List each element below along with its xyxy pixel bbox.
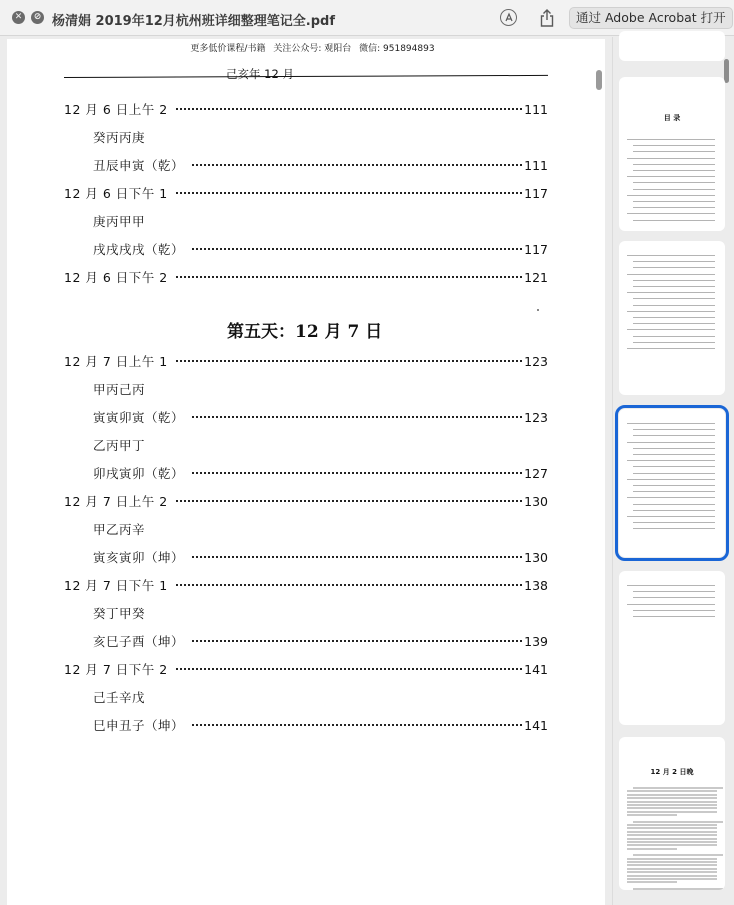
toc-leader-dots xyxy=(192,164,522,166)
page-header xyxy=(7,41,505,54)
thumbnail-line xyxy=(627,195,715,196)
thumbnail-line xyxy=(633,317,715,318)
toc-sub-entry[interactable] xyxy=(93,464,548,484)
toc-leader-dots xyxy=(192,248,522,250)
toc-entry-label: 甲丙己丙 xyxy=(93,382,146,397)
toc-entry-label: 12 月 7 日上午 2 xyxy=(64,494,168,509)
thumbnail-text-line xyxy=(627,801,717,803)
toc-page-number: 123 xyxy=(524,354,548,369)
thumbnail-line xyxy=(633,473,715,474)
thumbnail-line xyxy=(633,485,715,486)
thumbnail-text-line xyxy=(627,881,677,883)
header-item: 微信: 951894893 xyxy=(359,44,435,54)
page-thumbnail[interactable] xyxy=(619,737,725,890)
toc-page-number: 141 xyxy=(524,718,548,733)
open-with-acrobat-button[interactable]: 通过 Adobe Acrobat 打开 xyxy=(569,7,733,29)
toc-sub-entry xyxy=(93,380,293,400)
thumbnail-text-line xyxy=(627,864,717,866)
page-thumbnail[interactable] xyxy=(619,77,725,231)
document-view[interactable] xyxy=(0,37,612,905)
toc-entry[interactable] xyxy=(64,576,548,596)
thumbnail-text-line xyxy=(627,790,717,792)
thumbnail-line xyxy=(627,274,715,275)
toc-leader-dots xyxy=(192,556,522,558)
thumbnail-line xyxy=(633,429,715,430)
thumbnail-text-line xyxy=(627,797,717,799)
document-scrollbar[interactable] xyxy=(596,70,602,90)
toc-leader-dots xyxy=(176,584,522,586)
toc-page-number: 130 xyxy=(524,550,548,565)
toc-entry-label: 癸丙丙庚 xyxy=(93,130,146,145)
thumbnail-line xyxy=(633,336,715,337)
toc-entry-label: 巳申丑子（坤） xyxy=(93,718,185,733)
thumbnail-text-line xyxy=(627,868,717,870)
thumbnail-line xyxy=(633,170,715,171)
thumbnail-text-line xyxy=(627,824,717,826)
toc-entry[interactable] xyxy=(64,352,548,372)
toc-page-number: 117 xyxy=(524,186,548,201)
toc-entry-label: 12 月 7 日下午 2 xyxy=(64,662,168,677)
markup-icon[interactable] xyxy=(500,9,517,26)
thumbnail-text-line xyxy=(627,794,717,796)
thumbnail-line xyxy=(627,255,715,256)
toc-leader-dots xyxy=(176,276,522,278)
thumbnail-text-line xyxy=(633,787,723,789)
thumbnail-line xyxy=(627,329,715,330)
thumbnail-text-line xyxy=(627,844,717,846)
toc-page-number: 139 xyxy=(524,634,548,649)
toc-entry-label: 卯戌寅卯（乾） xyxy=(93,466,185,481)
thumbnail-line xyxy=(633,323,715,324)
toc-leader-dots xyxy=(176,668,522,670)
thumbnail-line xyxy=(627,497,715,498)
toc-entry-label: 12 月 7 日上午 1 xyxy=(64,354,168,369)
toc-leader-dots xyxy=(192,640,522,642)
thumbnail-line xyxy=(633,435,715,436)
toc-entry[interactable] xyxy=(64,100,548,120)
toc-page-number: 130 xyxy=(524,494,548,509)
toc-entry-label: 甲乙丙辛 xyxy=(93,522,146,537)
block-icon[interactable]: ⊘ xyxy=(31,11,44,24)
thumbnail-line xyxy=(633,510,715,511)
section-title: 己亥年 12 月 xyxy=(226,67,294,81)
thumbnail-line xyxy=(633,207,715,208)
thumbnail-line xyxy=(627,460,715,461)
thumbnail-line xyxy=(633,201,715,202)
toc-leader-dots xyxy=(176,500,522,502)
thumbnail-line xyxy=(633,466,715,467)
thumbnail-line xyxy=(633,610,715,611)
toc-leader-dots xyxy=(192,724,522,726)
thumbnail-sidebar[interactable] xyxy=(612,37,734,905)
toc-sub-entry[interactable] xyxy=(93,408,548,428)
thumbnail-text-line xyxy=(627,848,677,850)
toc-page-number: 123 xyxy=(524,410,548,425)
thumbnail-line xyxy=(627,479,715,480)
thumbnail-text-line xyxy=(633,821,723,823)
thumbnail-line xyxy=(633,182,715,183)
thumbnail-text-line xyxy=(627,875,717,877)
thumbnail-line xyxy=(633,342,715,343)
toc-leader-dots xyxy=(192,416,522,418)
day-heading: 第五天：12 月 7 日 xyxy=(227,322,383,342)
thumbnail-text-line xyxy=(627,804,717,806)
toc-entry-label: 12 月 7 日下午 1 xyxy=(64,578,168,593)
toc-entry-label: 己壬辛戊 xyxy=(93,690,146,705)
thumbnail-line xyxy=(633,164,715,165)
thumbnail-text-line xyxy=(627,807,717,809)
thumbnail-line xyxy=(633,522,715,523)
pdf-page xyxy=(7,39,605,905)
thumbnail-line xyxy=(633,528,715,529)
toc-sub-entry xyxy=(93,128,293,148)
toc-page-number: 111 xyxy=(524,102,548,117)
thumbnail-line xyxy=(627,292,715,293)
toc-sub-entry xyxy=(93,520,293,540)
document-title: 杨清娟 2019年12月杭州班详细整理笔记全.pdf xyxy=(52,14,336,29)
page-mark xyxy=(537,309,539,311)
toc-page-number: 141 xyxy=(524,662,548,677)
thumbnail-line xyxy=(633,448,715,449)
toc-page-number: 117 xyxy=(524,242,548,257)
thumbnail-text-line xyxy=(627,834,717,836)
toc-sub-entry xyxy=(93,688,293,708)
toc-entry-label: 寅寅卯寅（乾） xyxy=(93,410,185,425)
toc-sub-entry xyxy=(93,212,293,232)
thumbnail-line xyxy=(627,423,715,424)
toc-page-number: 121 xyxy=(524,270,548,285)
toc-entry-label: 戌戌戌戌（乾） xyxy=(93,242,185,257)
toc-entry[interactable] xyxy=(64,492,548,512)
thumbnail-line xyxy=(633,491,715,492)
page-thumbnail[interactable] xyxy=(619,409,725,557)
toc-sub-entry[interactable] xyxy=(93,156,548,176)
thumbnail-text-line xyxy=(627,861,717,863)
thumbnail-line xyxy=(633,267,715,268)
thumbnail-text-line xyxy=(627,811,717,813)
thumbnail-line xyxy=(633,298,715,299)
thumbnail-line xyxy=(627,176,715,177)
toc-sub-entry[interactable] xyxy=(93,548,548,568)
thumbnail-title: 目 录 xyxy=(663,114,681,122)
toc-entry-label: 寅亥寅卯（坤） xyxy=(93,550,185,565)
toc-entry[interactable] xyxy=(64,268,548,288)
toc-leader-dots xyxy=(176,108,522,110)
thumbnail-line xyxy=(627,311,715,312)
thumbnail-text-line xyxy=(627,814,677,816)
toc-entry-label: 乙丙甲丁 xyxy=(93,438,146,453)
toc-page-number: 138 xyxy=(524,578,548,593)
share-icon[interactable] xyxy=(538,8,556,28)
toc-sub-entry xyxy=(93,436,293,456)
thumbnail-line xyxy=(633,189,715,190)
header-item: 关注公众号: 观阳台 xyxy=(273,44,352,54)
thumbnail-line xyxy=(633,504,715,505)
toc-leader-dots xyxy=(192,472,522,474)
thumbnail-line xyxy=(633,591,715,592)
thumbnail-line xyxy=(633,151,715,152)
thumbnail-line xyxy=(627,348,715,349)
header-item: 更多低价课程/书籍 xyxy=(190,44,266,54)
thumbnail-line xyxy=(627,158,715,159)
toc-leader-dots xyxy=(176,192,522,194)
toc-leader-dots xyxy=(176,360,522,362)
toc-sub-entry[interactable] xyxy=(93,632,548,652)
toc-sub-entry xyxy=(93,604,293,624)
thumbnail-text-line xyxy=(627,838,717,840)
page-thumbnail[interactable] xyxy=(619,31,725,61)
thumbnail-line xyxy=(633,616,715,617)
thumbnail-line xyxy=(633,145,715,146)
thumbnail-text-line xyxy=(627,831,717,833)
toc-sub-entry[interactable] xyxy=(93,240,548,260)
thumbnail-line xyxy=(627,139,715,140)
thumbnail-line xyxy=(633,597,715,598)
page-thumbnail[interactable] xyxy=(619,571,725,725)
close-icon[interactable]: ✕ xyxy=(12,11,25,24)
thumbnail-line xyxy=(633,220,715,221)
toc-entry-label: 12 月 6 日下午 1 xyxy=(64,186,168,201)
thumbnail-text-line xyxy=(633,854,723,856)
toc-entry-label: 亥巳子酉（坤） xyxy=(93,634,185,649)
toc-page-number: 111 xyxy=(524,158,548,173)
page-thumbnail[interactable] xyxy=(619,241,725,395)
thumbnail-line xyxy=(627,516,715,517)
thumbnail-line xyxy=(633,286,715,287)
toc-entry-label: 12 月 6 日上午 2 xyxy=(64,102,168,117)
toc-entry[interactable] xyxy=(64,184,548,204)
thumbnail-line xyxy=(627,604,715,605)
thumbnail-line xyxy=(627,585,715,586)
thumbnail-line xyxy=(633,454,715,455)
toc-entry-label: 庚丙甲甲 xyxy=(93,214,146,229)
toc-entry-label: 丑辰申寅（乾） xyxy=(93,158,185,173)
toc-entry-label: 12 月 6 日下午 2 xyxy=(64,270,168,285)
thumbnail-text-line xyxy=(627,871,717,873)
toc-page-number: 127 xyxy=(524,466,548,481)
thumbnail-text-line xyxy=(627,858,717,860)
toc-sub-entry[interactable] xyxy=(93,716,548,736)
thumbnail-line xyxy=(627,442,715,443)
sidebar-scrollbar[interactable] xyxy=(724,59,729,83)
thumbnail-text-line xyxy=(633,888,723,890)
thumbnail-line xyxy=(627,213,715,214)
thumbnail-line xyxy=(633,261,715,262)
thumbnail-title: 12 月 2 日晚 xyxy=(650,768,694,776)
thumbnail-text-line xyxy=(627,878,717,880)
thumbnail-text-line xyxy=(627,841,717,843)
thumbnail-line xyxy=(633,305,715,306)
thumbnail-text-line xyxy=(627,827,717,829)
toc-entry[interactable] xyxy=(64,660,548,680)
thumbnail-line xyxy=(633,280,715,281)
toc-entry-label: 癸丁甲癸 xyxy=(93,606,146,621)
